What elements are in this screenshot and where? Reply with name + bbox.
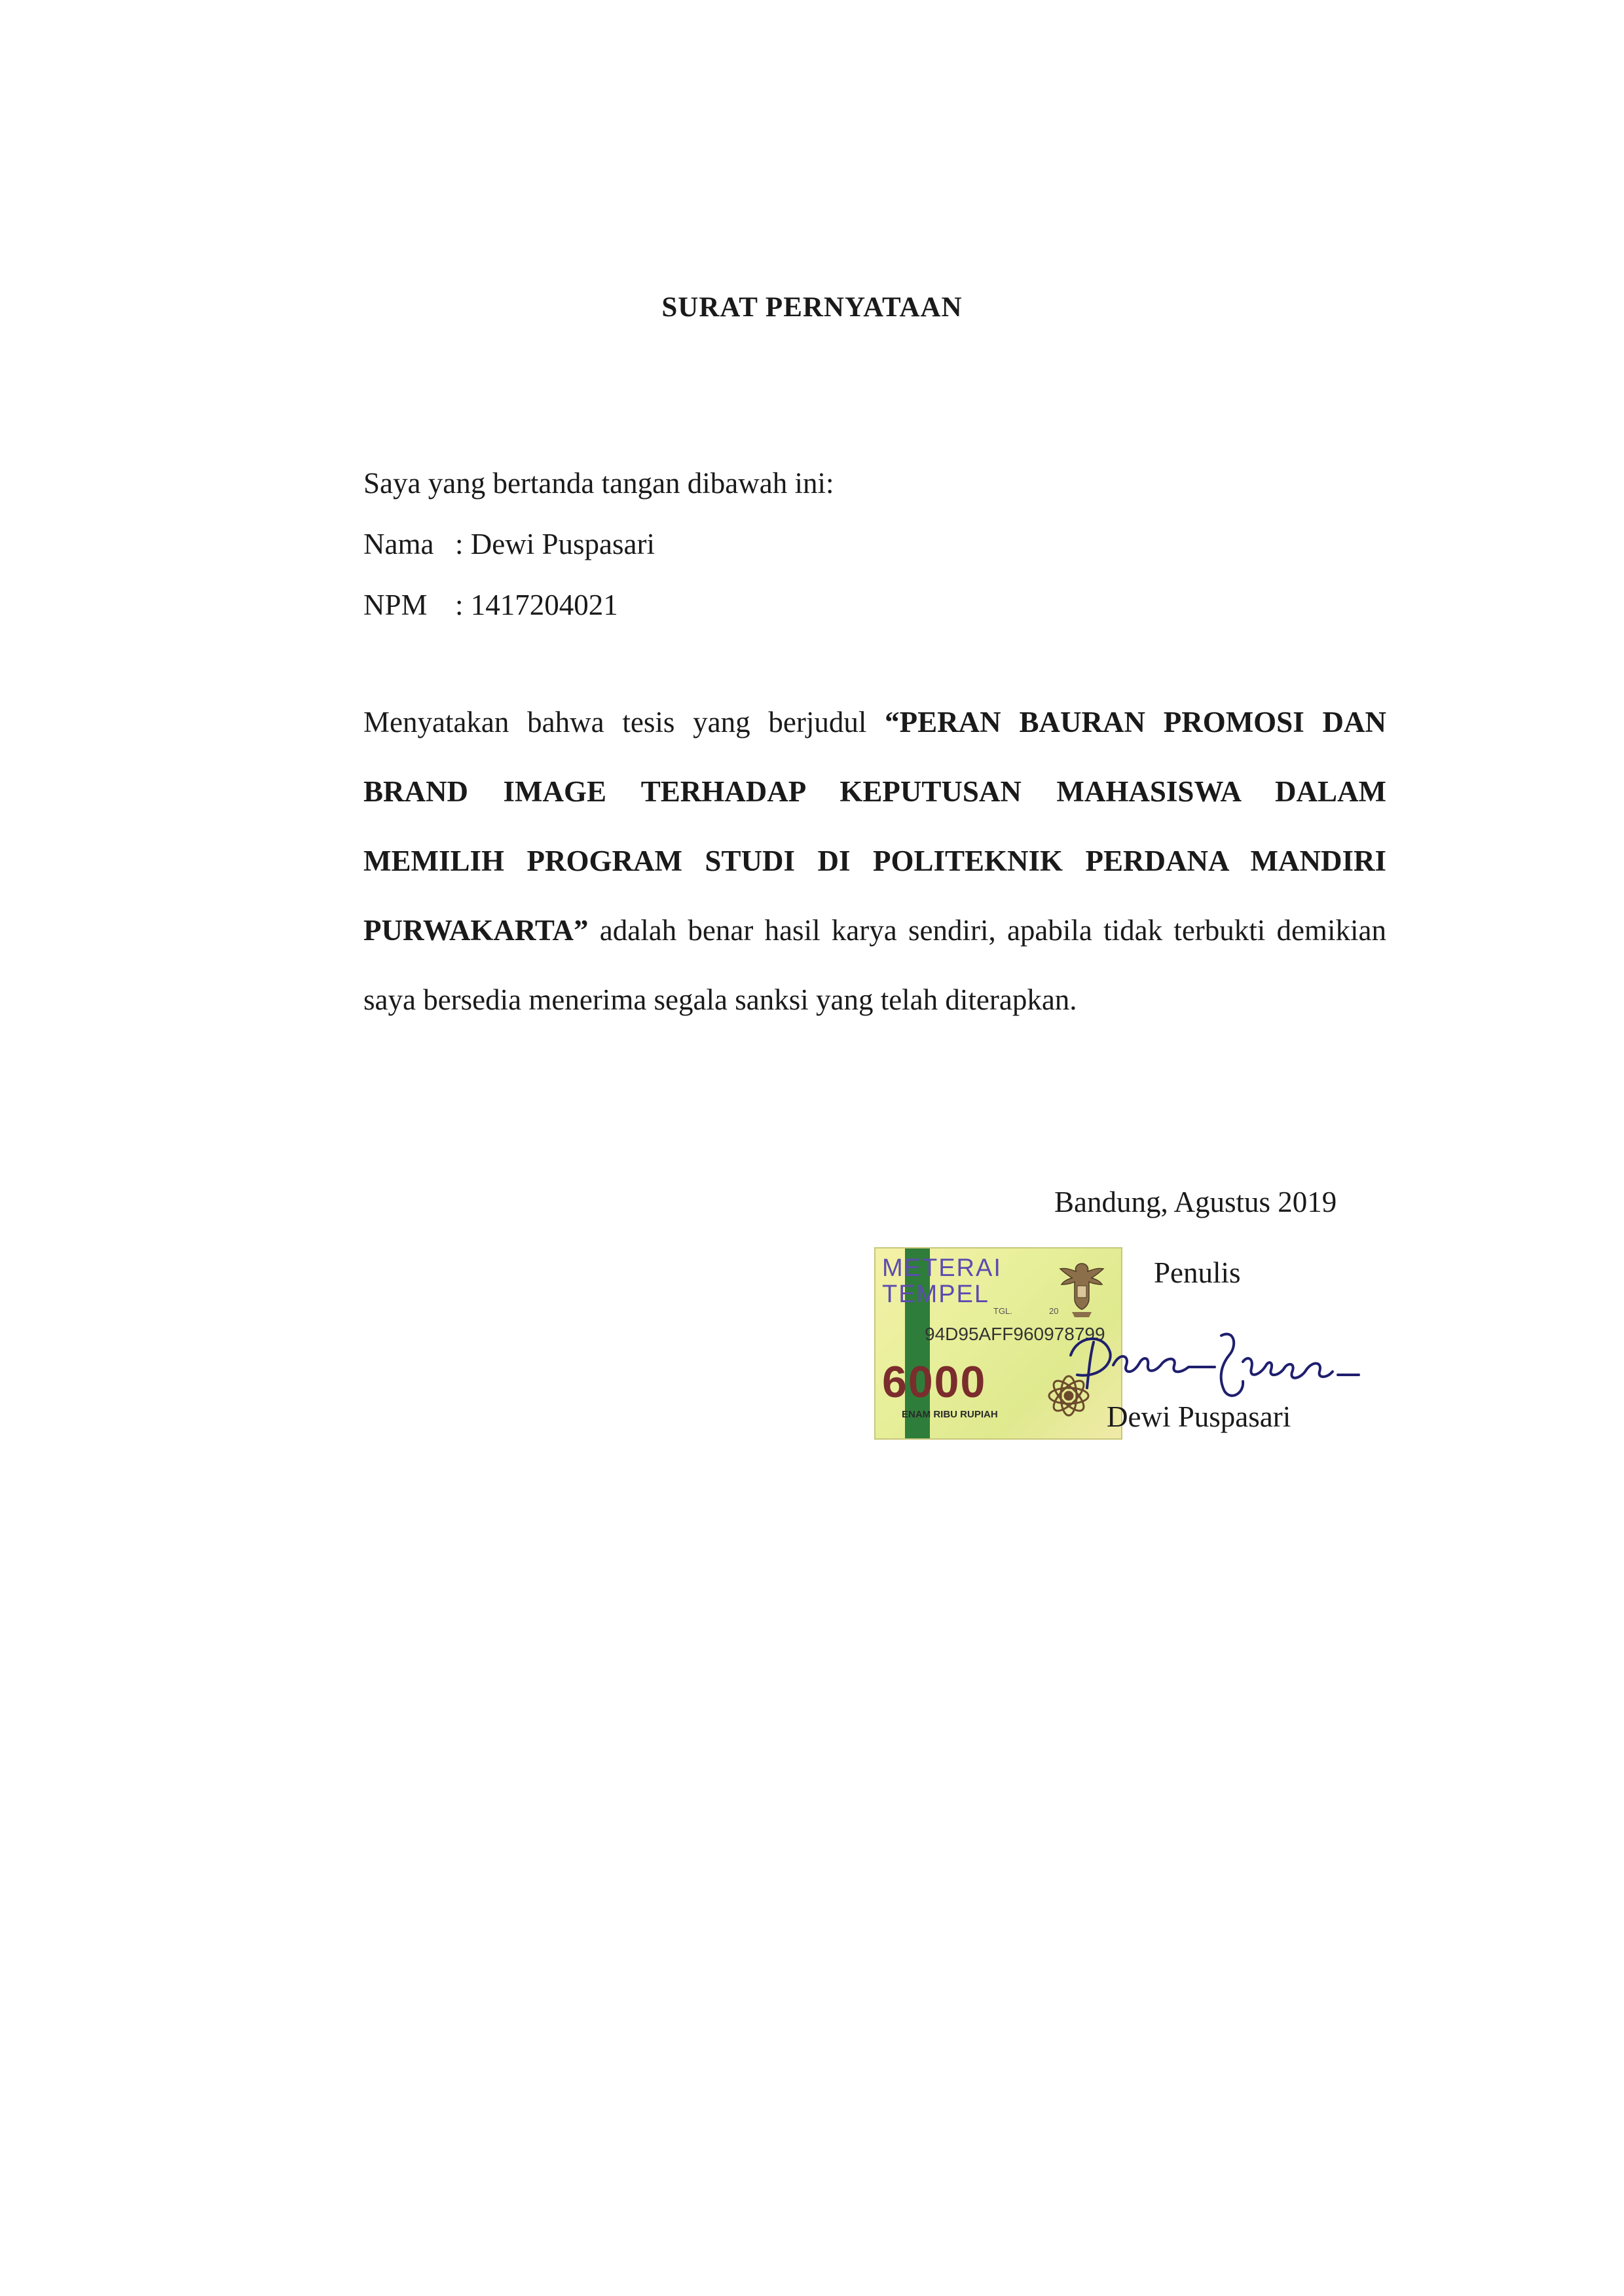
stamp-title-line1: METERAI: [882, 1254, 1002, 1282]
stamp-tgl-label: TGL.: [993, 1306, 1012, 1316]
stamp-value: 6000: [882, 1357, 987, 1407]
signer-name: Dewi Puspasari: [1107, 1400, 1291, 1433]
npm-value: : 1417204021: [455, 589, 618, 621]
stamp-year-label: 20: [1049, 1306, 1059, 1316]
statement-paragraph: [363, 687, 1386, 1034]
statement-lead: Menyatakan bahwa tesis yang berjudul: [363, 706, 885, 738]
npm-field: [363, 588, 618, 622]
document-title: SURAT PERNYATAAN: [661, 292, 963, 323]
name-field: [363, 527, 655, 561]
statement-rest: adalah benar hasil karya sendiri, apabila tidak terbukti demikian saya bersedia menerima segala sanksi yang telah diterapkan.: [363, 914, 1386, 1016]
garuda-emblem-icon: [1052, 1258, 1111, 1321]
npm-label: NPM: [363, 589, 428, 621]
thesis-title: “PERAN BAURAN PROMOSI DAN BRAND IMAGE TERHADAP KEPUTUSAN MAHASISWA DALAM MEMILIH PROGRAM STUDI DI POLITEKNIK PERDANA MANDIRI PURWAKARTA”: [363, 706, 1386, 947]
name-label: Nama: [363, 528, 434, 560]
stamp-serial: 94D95AFF960978799: [925, 1324, 1105, 1344]
intro-line: Saya yang bertanda tangan dibawah ini:: [363, 467, 834, 500]
stamp-value-words: ENAM RIBU RUPIAH: [902, 1409, 998, 1420]
stamp-title-line2: TEMPEL: [882, 1281, 990, 1308]
stamp-title: [882, 1255, 1002, 1307]
signer-role: Penulis: [1154, 1256, 1241, 1289]
name-value: : Dewi Puspasari: [455, 528, 655, 560]
place-date: Bandung, Agustus 2019: [1054, 1186, 1337, 1218]
